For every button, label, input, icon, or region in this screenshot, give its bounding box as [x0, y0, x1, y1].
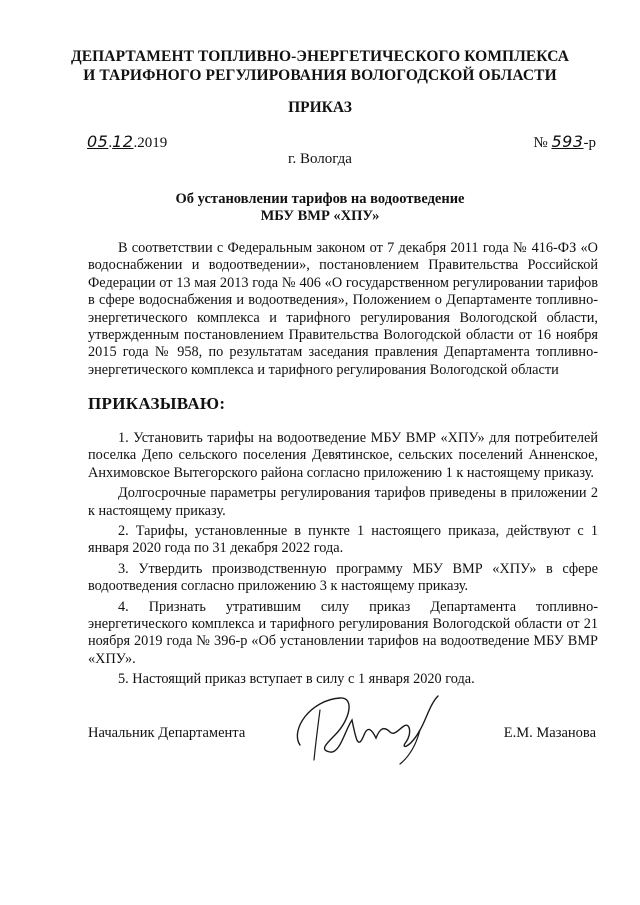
point-3: 3. Утвердить производственную программу МБУ ВМР «ХПУ» в сфере водоотведения согласно приложению 3 к настоящему приказу.: [88, 560, 598, 595]
document-type: ПРИКАЗ: [288, 99, 352, 116]
document-number: [533, 132, 596, 152]
date-day: 05: [87, 132, 109, 151]
signatory-name: Е.М. Мазанова: [503, 725, 596, 741]
subject-line-2: МБУ ВМР «ХПУ»: [260, 208, 380, 224]
date-dot: .: [108, 135, 113, 151]
number-suffix: -р: [583, 135, 596, 151]
number-prefix: №: [533, 135, 552, 151]
point-4: 4. Признать утратившим силу приказ Департамента топливно-энергетического комплекса и тарифного регулирования Вологодской области от 21 ноября 2019 года № 396-р «Об установлении тарифов на водоотведение МБУ ВМР «ХПУ».: [88, 598, 598, 667]
document-date: [87, 132, 167, 152]
order-points: [88, 430, 598, 689]
point-1: 1. Установить тарифы на водоотведение МБУ ВМР «ХПУ» для потребителей поселка Депо сельского поселения Девятинское, сельских поселений Анненское, Анхимовское Вытегорского района согласно приложению 1 к настоящему приказу.: [88, 430, 598, 481]
subject-line-1: Об установлении тарифов на водоотведение: [175, 191, 465, 207]
city: г. Вологда: [288, 151, 352, 167]
department-line-2: И ТАРИФНОГО РЕГУЛИРОВАНИЯ ВОЛОГОДСКОЙ ОБЛАСТИ: [83, 67, 557, 84]
handwritten-signature: [280, 690, 460, 770]
preamble-paragraph: В соответствии с Федеральным законом от 7 декабря 2011 года № 416-ФЗ «О водоснабжении и водоотведении», постановлением Правительства Российской Федерации от 13 мая 2013 года № 406 «О государственном регулировании тарифов в сфере водоснабжения и водоотведения», Положением о Департаменте топливно-энергетического комплекса и тарифного регулирования Вологодской области, утвержденным постановлением Правительства Вологодской области от 16 ноября 2015 года № 958, по результатам заседания правления Департамента топливно-энергетического комплекса и тарифного регулирования Вологодской области: [88, 240, 598, 378]
signatory-position: Начальник Департамента: [88, 725, 246, 741]
point-2: 2. Тарифы, установленные в пункте 1 настоящего приказа, действуют с 1 января 2020 года по 31 декабря 2022 года.: [88, 523, 598, 557]
point-5: 5. Настоящий приказ вступает в силу с 1 января 2020 года.: [118, 671, 475, 688]
number-value: 593: [551, 132, 584, 151]
department-header: [40, 47, 600, 85]
date-year: .2019: [133, 135, 168, 151]
date-month: 12: [112, 132, 134, 151]
department-line-1: ДЕПАРТАМЕНТ ТОПЛИВНО-ЭНЕРГЕТИЧЕСКОГО КОМПЛЕКСА: [70, 48, 570, 65]
point-1-note: Долгосрочные параметры регулирования тарифов приведены в приложении 2 к настоящему приказу.: [88, 485, 598, 519]
order-word: ПРИКАЗЫВАЮ:: [88, 394, 226, 413]
document-subject: [40, 191, 600, 225]
